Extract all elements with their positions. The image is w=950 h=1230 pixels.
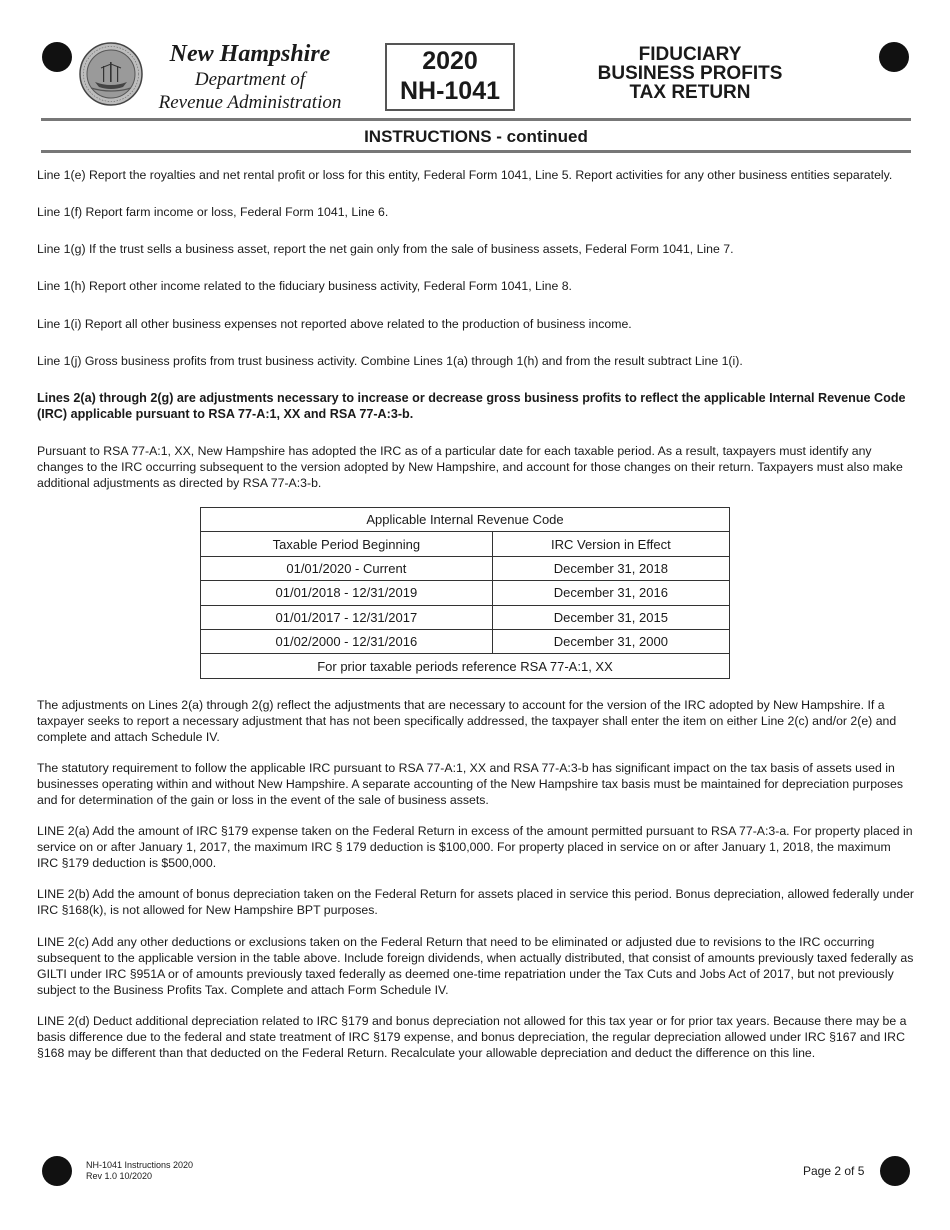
table-footer: For prior taxable periods reference RSA 77-A:1, XX bbox=[201, 654, 730, 678]
header-divider bbox=[41, 118, 911, 121]
paragraph-line-1e: Line 1(e) Report the royalties and net rental profit or loss for this entity, Federal Form 1041, Line 5. Report activities for any other business entities separately. bbox=[37, 168, 893, 182]
agency-line-2: Department of bbox=[194, 69, 306, 90]
paragraph-line-1f: Line 1(f) Report farm income or loss, Federal Form 1041, Line 6. bbox=[37, 205, 389, 219]
footer-doc-info bbox=[86, 1160, 193, 1182]
footer-doc-name: NH-1041 Instructions 2020 bbox=[86, 1160, 194, 1170]
paragraph-line-1h: Line 1(h) Report other income related to the fiduciary business activity, Federal Form 1041, Line 8. bbox=[37, 279, 572, 293]
paragraph-line-2b: LINE 2(b) Add the amount of bonus depreciation taken on the Federal Return for assets placed in service this period. Bonus depreciation, allowed federally under IRC §168(k), is not allowed for New Hampshire BPT purposes. bbox=[37, 887, 915, 917]
paragraph-adjustments: The adjustments on Lines 2(a) through 2(g) reflect the adjustments that are necessary to account for the version of the IRC adopted by New Hampshire. If a taxpayer seeks to report a necessary adjustment that has not been specifically addressed, the taxpayer shall enter the item on either Line 2(c) and/or 2(e) and complete and attach Schedule IV. bbox=[37, 698, 897, 744]
state-seal-icon bbox=[79, 42, 143, 106]
table-cell: 01/01/2018 - 12/31/2019 bbox=[201, 581, 493, 605]
page-number: Page 2 of 5 bbox=[803, 1164, 865, 1178]
column-header-version: IRC Version in Effect bbox=[492, 532, 729, 556]
section-divider bbox=[41, 150, 911, 153]
table-row bbox=[201, 556, 730, 580]
table-row bbox=[201, 581, 730, 605]
table-title: Applicable Internal Revenue Code bbox=[201, 508, 730, 532]
footer-revision: Rev 1.0 10/2020 bbox=[86, 1171, 153, 1181]
irc-table bbox=[200, 507, 730, 679]
agency-name bbox=[145, 41, 355, 114]
form-title bbox=[590, 45, 790, 102]
table-cell: December 31, 2000 bbox=[492, 629, 729, 653]
agency-line-1: New Hampshire bbox=[169, 41, 331, 67]
registration-mark bbox=[42, 1156, 72, 1186]
column-header-period: Taxable Period Beginning bbox=[201, 532, 493, 556]
table-cell: December 31, 2015 bbox=[492, 605, 729, 629]
form-title-line-2: BUSINESS PROFITS bbox=[597, 63, 783, 84]
form-number: NH-1041 bbox=[399, 77, 501, 105]
registration-mark bbox=[879, 42, 909, 72]
paragraph-statutory: The statutory requirement to follow the applicable IRC pursuant to RSA 77-A:1, XX and RSA 77-A:3-b has significant impact on the tax basis of assets used in businesses operating within and without New Hampshire. A separate accounting of the New Hampshire tax basis must be maintained for depreciation purposes and for determination of the gain or loss in the event of the sale of business assets. bbox=[37, 761, 904, 807]
table-cell: December 31, 2018 bbox=[492, 556, 729, 580]
paragraph-line-2a: LINE 2(a) Add the amount of IRC §179 expense taken on the Federal Return in excess of the amount permitted pursuant to RSA 77-A:3-a. For property placed in service on or after January 1, 2017, the maximum IRC § 179 deduction is $100,000. For property placed in service on or after January 1, 2018, the maximum IRC §179 deduction is $500,000. bbox=[37, 824, 913, 870]
table-row bbox=[201, 629, 730, 653]
paragraph-line-2c: LINE 2(c) Add any other deductions or exclusions taken on the Federal Return that need to be eliminated or adjusted due to revisions to the IRC occurring subsequent to the applicable version in the table above. Include foreign dividends, when actually distributed, that consist of amounts previously taxed federally as GILTI under IRC §951A or of amounts previously taxed federally as deemed one-time repatriation under the Tax Cuts and Jobs Act of 2017, but not previously subject to the Business Profits Tax. Complete and attach Form Schedule IV. bbox=[37, 935, 914, 997]
paragraph-line-1i: Line 1(i) Report all other business expenses not reported above related to the production of business income. bbox=[37, 317, 632, 331]
section-title: INSTRUCTIONS - continued bbox=[364, 127, 588, 146]
table-cell: December 31, 2016 bbox=[492, 581, 729, 605]
paragraph-line-2d: LINE 2(d) Deduct additional depreciation related to IRC §179 and bonus depreciation not allowed for this tax year or for prior tax years. Because there may be a basis difference due to the federal and state treatment of IRC §179 expense, and bonus depreciation, the regular depreciation allowed under IRC §167 and IRC §168 may be different than that deducted on the Federal Return. Recalculate your allowable depreciation and deduct the difference on this line. bbox=[37, 1014, 907, 1060]
table-cell: 01/01/2017 - 12/31/2017 bbox=[201, 605, 493, 629]
table-cell: 01/01/2020 - Current bbox=[201, 556, 493, 580]
paragraph-lines-2-intro: Lines 2(a) through 2(g) are adjustments necessary to increase or decrease gross business profits to reflect the applicable Internal Revenue Code (IRC) applicable pursuant to RSA 77-A:1, XX and RSA 77-A:3-b. bbox=[37, 391, 906, 421]
paragraph-rsa-irc: Pursuant to RSA 77-A:1, XX, New Hampshire has adopted the IRC as of a particular date for each taxable period. As a result, taxpayers must identify any changes to the IRC occurring subsequent to the version adopted by New Hampshire, and account for those changes on their return. Taxpayers must also make additional adjustments as directed by RSA 77-A:3-b. bbox=[37, 444, 903, 490]
paragraph-line-1j: Line 1(j) Gross business profits from trust business activity. Combine Lines 1(a) through 1(h) and from the result subtract Line 1(i). bbox=[37, 354, 743, 368]
table-header-row bbox=[201, 532, 730, 556]
agency-line-3: Revenue Administration bbox=[158, 92, 342, 113]
table-title-row bbox=[201, 508, 730, 532]
form-year: 2020 bbox=[422, 47, 478, 75]
table-row bbox=[201, 605, 730, 629]
registration-mark bbox=[880, 1156, 910, 1186]
registration-mark bbox=[42, 42, 72, 72]
table-cell: 01/02/2000 - 12/31/2016 bbox=[201, 629, 493, 653]
table-footer-row bbox=[201, 654, 730, 678]
paragraph-line-1g: Line 1(g) If the trust sells a business asset, report the net gain only from the sale of business assets, Federal Form 1041, Line 7. bbox=[37, 242, 734, 256]
form-title-line-1: FIDUCIARY bbox=[638, 44, 742, 65]
form-id-box bbox=[385, 43, 515, 111]
form-title-line-3: TAX RETURN bbox=[629, 82, 751, 103]
